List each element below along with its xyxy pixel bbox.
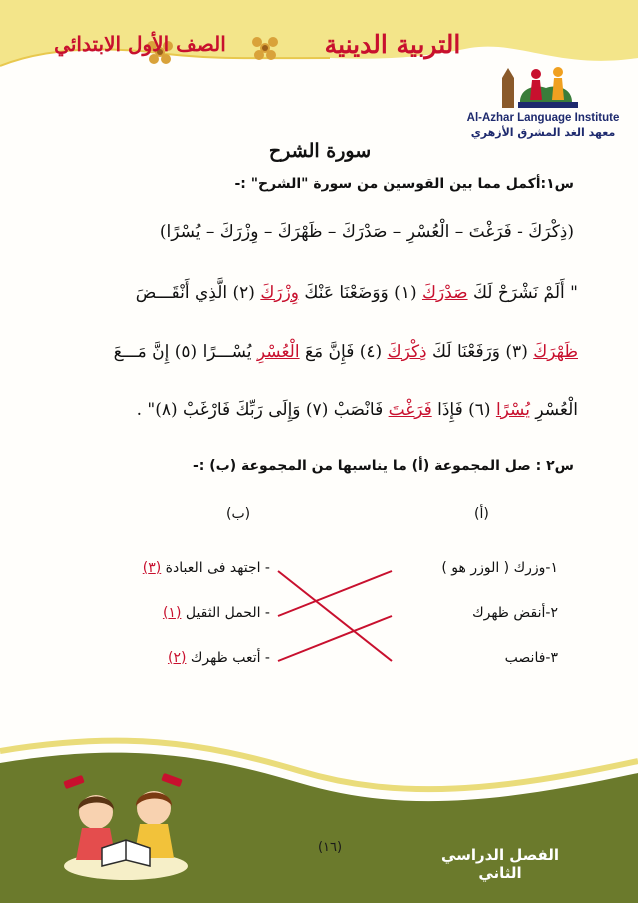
reading-kids-illustration — [56, 770, 196, 882]
match-line — [278, 616, 392, 661]
verse-text: (١) وَوَضَعْنَا عَنْكَ — [298, 283, 422, 303]
highlighted-word: ذِكْرَكَ — [387, 342, 427, 362]
verse-text: فَانْصَبْ (٧) وَإِلَى رَبِّكَ فَارْغَبْ (٨)" . — [136, 400, 389, 420]
subject-title: التربية الدينية — [324, 30, 461, 59]
verse-text: يُسْـــرًا (٥) إِنَّ مَـــعَ — [113, 342, 257, 362]
column-b-item: - اجتهد فى العبادة (٣) — [142, 560, 270, 576]
verse-line — [56, 283, 578, 303]
column-b-item: - الحمل الثقيل (١) — [162, 605, 270, 621]
verse-line — [56, 400, 578, 420]
verse-text: (٤) فَإِنَّ مَعَ — [299, 342, 388, 362]
match-line — [278, 571, 392, 661]
column-a-item: ٢-أنقض ظهرك — [472, 605, 558, 621]
verse-text: (٣) وَرَفَعْنَا لَكَ — [426, 342, 534, 362]
grade-title: الصف الأول الابتدائي — [54, 32, 226, 56]
page-number: (١٦) — [317, 840, 343, 855]
logo-name-en: Al-Azhar Language Institute — [466, 112, 620, 124]
highlighted-word: فَرَغْتَ — [388, 400, 432, 420]
verse-line — [56, 342, 578, 362]
footer-term: الفصل الدراسي الثاني — [440, 846, 560, 882]
question-2-prompt: س٢ : صل المجموعة (أ) ما يناسبها من المجموعة (ب) :- — [192, 458, 574, 474]
highlighted-word: الْعُسْرِ — [256, 342, 300, 362]
verse-text: " أَلَمْ نَشْرَحْ لَكَ — [467, 283, 578, 303]
column-b-header: (ب) — [226, 506, 251, 522]
logo-name-ar: معهد الغد المشرق الأزهري — [470, 126, 616, 139]
highlighted-word: يُسْرًا — [495, 400, 530, 420]
question-1-prompt: س١:أكمل مما بين القوسين من سورة "الشرح" :- — [234, 176, 574, 192]
highlighted-word: صَدْرَكَ — [421, 283, 468, 303]
sura-title: سورة الشرح — [268, 140, 372, 162]
verse-text: (٦) فَإِذَا — [431, 400, 496, 420]
match-line — [278, 571, 392, 616]
word-bank: (ذِكْرَكَ - فَرَغْتَ – الْعُسْرِ – صَدْرَكَ – ظَهْرَكَ – وِزْرَكَ – يُسْرًا) — [159, 222, 574, 242]
column-a-item: ١-وزرك ( الوزر هو ) — [441, 560, 558, 576]
answer-number: (٣) — [142, 560, 162, 576]
answer-number: (١) — [162, 605, 182, 621]
verse-text: الْعُسْرِ — [529, 400, 578, 420]
highlighted-word: ظَهْرَكَ — [533, 342, 578, 362]
column-a-header: (أ) — [474, 506, 489, 522]
answer-number: (٢) — [167, 650, 187, 666]
highlighted-word: وِزْرَكَ — [260, 283, 299, 303]
column-a-item: ٣-فانصب — [504, 650, 558, 666]
verse-text: (٢) الَّذِي أَنْقَـــضَ — [135, 283, 261, 303]
column-b-item: - أتعب ظهرك (٢) — [167, 650, 270, 666]
